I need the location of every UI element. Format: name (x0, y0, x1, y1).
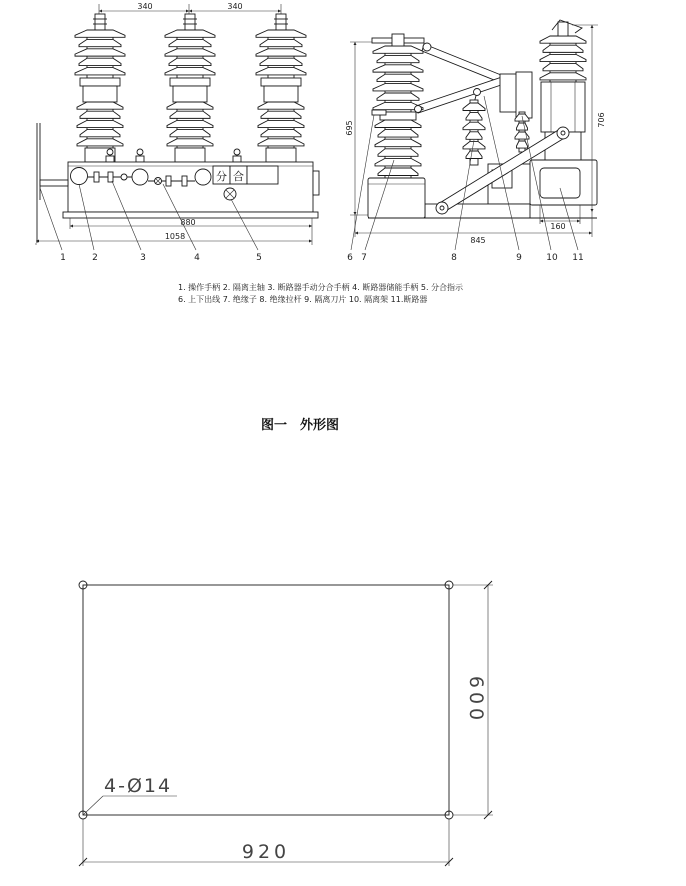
callout-1: 1 (60, 253, 66, 263)
manual-open-close-handle-seat (132, 169, 148, 185)
link-pivot (423, 43, 431, 51)
insulator-shed (169, 39, 211, 46)
insulator-shed (258, 120, 304, 127)
insulator-shed (543, 64, 583, 71)
outgoing-terminal (372, 110, 386, 115)
insulator-shed (373, 65, 423, 72)
side-bracket (313, 171, 319, 195)
insulator-shed (377, 74, 419, 81)
fitting-base (136, 156, 144, 162)
callout-4: 4 (194, 253, 200, 263)
insulator-shed (256, 68, 306, 75)
insulator-shed (463, 141, 485, 148)
callout-7: 7 (361, 253, 367, 263)
insulator-shed (75, 49, 125, 56)
breaker-terminal (558, 22, 568, 36)
insulator-shed (378, 130, 418, 137)
insulator-shed (75, 68, 125, 75)
isolator-link-lower (416, 75, 510, 113)
dimension-label-overall-width: 1058 (164, 232, 186, 241)
callout-6: 6 (347, 253, 353, 263)
fitting-knob (107, 149, 113, 155)
insulator-shed (377, 55, 419, 62)
insulator-flange (80, 78, 120, 86)
dimension-label-pitch-right: 340 (227, 2, 243, 11)
shaft-coupling (182, 176, 187, 186)
insulator-flange (261, 78, 301, 86)
insulator-shed (170, 111, 210, 118)
indicator-open-label: 分 (216, 170, 227, 183)
front-view (36, 2, 319, 263)
insulator-cylinder (173, 86, 207, 102)
insulator-shed (258, 139, 304, 146)
terminal-clamp (392, 34, 404, 46)
insulator-shed (77, 102, 123, 109)
insulator-cylinder (83, 86, 117, 102)
insulator-shed (167, 139, 213, 146)
insulator-shed (261, 111, 301, 118)
shaft-coupling (94, 172, 99, 182)
operating-handle-arm (40, 180, 68, 186)
insulator-shed (466, 132, 482, 139)
insulator-shed (167, 102, 213, 109)
callout-10: 10 (546, 253, 558, 263)
dimension-label-frame-width: 880 (180, 218, 196, 227)
callout-5: 5 (256, 253, 262, 263)
dimension-label-breaker-height: 706 (597, 112, 606, 128)
callout-3: 3 (140, 253, 146, 263)
breaker-housing-window (540, 168, 580, 198)
hole-leader (83, 796, 103, 815)
fitting-knob (137, 149, 143, 155)
insulator-group (75, 14, 306, 162)
post-insulator (256, 14, 306, 162)
shaft-coupling (108, 172, 113, 182)
insulator-shed (378, 149, 418, 156)
breaker-pole (541, 82, 585, 132)
front-width-dimensions (36, 218, 312, 245)
terminal-stud (95, 14, 105, 30)
fitting-base (233, 156, 241, 162)
insulator-shed (167, 120, 213, 127)
terminal-stud (185, 14, 195, 30)
insulator-cylinder (264, 86, 298, 102)
insulator-shed (256, 30, 306, 37)
insulator-shed (543, 45, 583, 52)
shaft-coupling (166, 176, 171, 186)
insulator-shed (466, 151, 482, 158)
insulator-shed (540, 73, 586, 80)
shaft-bearing (121, 174, 127, 180)
insulator-shed (377, 93, 419, 100)
insulator-shed (517, 141, 528, 148)
insulator-base (175, 148, 205, 162)
dimension-label-overall-depth: 845 (470, 236, 486, 245)
breaker-insulator (540, 36, 586, 82)
insulator-shed (165, 30, 215, 37)
insulator-shed (75, 30, 125, 37)
insulator-shed (373, 46, 423, 53)
insulator-shed (463, 103, 485, 110)
hole-spec-label: 4-Ø14 (104, 775, 173, 797)
blade-hinge-pin (440, 206, 444, 210)
shaft-fittings (106, 149, 241, 162)
fitting-base (106, 156, 114, 162)
fitting-knob (234, 149, 240, 155)
callout-8: 8 (451, 253, 457, 263)
insulator-shed (517, 123, 528, 130)
insulator-flange (170, 78, 210, 86)
spring-charging-handle-seat (195, 169, 211, 185)
insulator-shed (80, 130, 120, 137)
insulator-shed (375, 139, 421, 146)
mounting-plan (79, 581, 493, 866)
dimension-label-housing-width: 160 (550, 222, 566, 231)
pitch-dimension (99, 2, 281, 15)
insulator-shed (463, 122, 485, 129)
post-insulator (165, 14, 215, 162)
insulator-shed (77, 120, 123, 127)
insulator-shed (261, 130, 301, 137)
callout-11: 11 (572, 253, 584, 263)
post-insulator (75, 14, 125, 162)
dimension-label-width: 920 (241, 841, 291, 863)
legend-line-2: 6. 上下出线 7. 绝缘子 8. 绝缘拉杆 9. 隔离刀片 10. 隔离架 11.断路器 (178, 295, 428, 304)
insulator-shed (165, 49, 215, 56)
insulator-shed (260, 58, 302, 65)
insulator-shed (540, 54, 586, 61)
insulator-shed (375, 120, 421, 127)
dimension-label-depth: 600 (465, 675, 487, 725)
insulator-shed (540, 36, 586, 43)
figure-caption: 图一 外形图 (260, 418, 340, 433)
insulator-shed (169, 58, 211, 65)
insulator-shed (466, 113, 482, 120)
insulator-shed (260, 39, 302, 46)
insulator-shed (373, 84, 423, 91)
nameplate (247, 166, 278, 184)
isolating-frame-bracket (516, 72, 532, 118)
insulator-shed (258, 102, 304, 109)
insulated-pull-rod (463, 100, 485, 165)
callout-2: 2 (92, 253, 98, 263)
indicator-close-label: 合 (233, 170, 244, 183)
side-view (345, 20, 606, 263)
terminal-stud (276, 14, 286, 30)
link-pivot (415, 106, 422, 113)
legend-line-1: 1. 操作手柄 2. 隔离主轴 3. 断路器手动分合手柄 4. 断路器储能手柄 5. 分合指示 (178, 283, 464, 292)
insulator-shed (165, 68, 215, 75)
insulator-base (266, 148, 296, 162)
insulator-shed (79, 58, 121, 65)
insulator-shed (256, 49, 306, 56)
blade-contact-pin (561, 131, 565, 135)
callout-9: 9 (516, 253, 522, 263)
insulator-shed (77, 139, 123, 146)
insulator-shed (170, 130, 210, 137)
insulator-shed (378, 168, 418, 175)
isolating-frame (500, 74, 518, 112)
insulator-shed (79, 39, 121, 46)
insulator-shed (80, 111, 120, 118)
dimension-label-pitch-left: 340 (137, 2, 153, 11)
support-insulator (515, 112, 529, 152)
insulator-shed (375, 158, 421, 165)
dimension-label-isolator-height: 695 (345, 120, 354, 136)
isolating-shaft-end (71, 168, 88, 185)
pull-rod-pivot (474, 89, 481, 96)
